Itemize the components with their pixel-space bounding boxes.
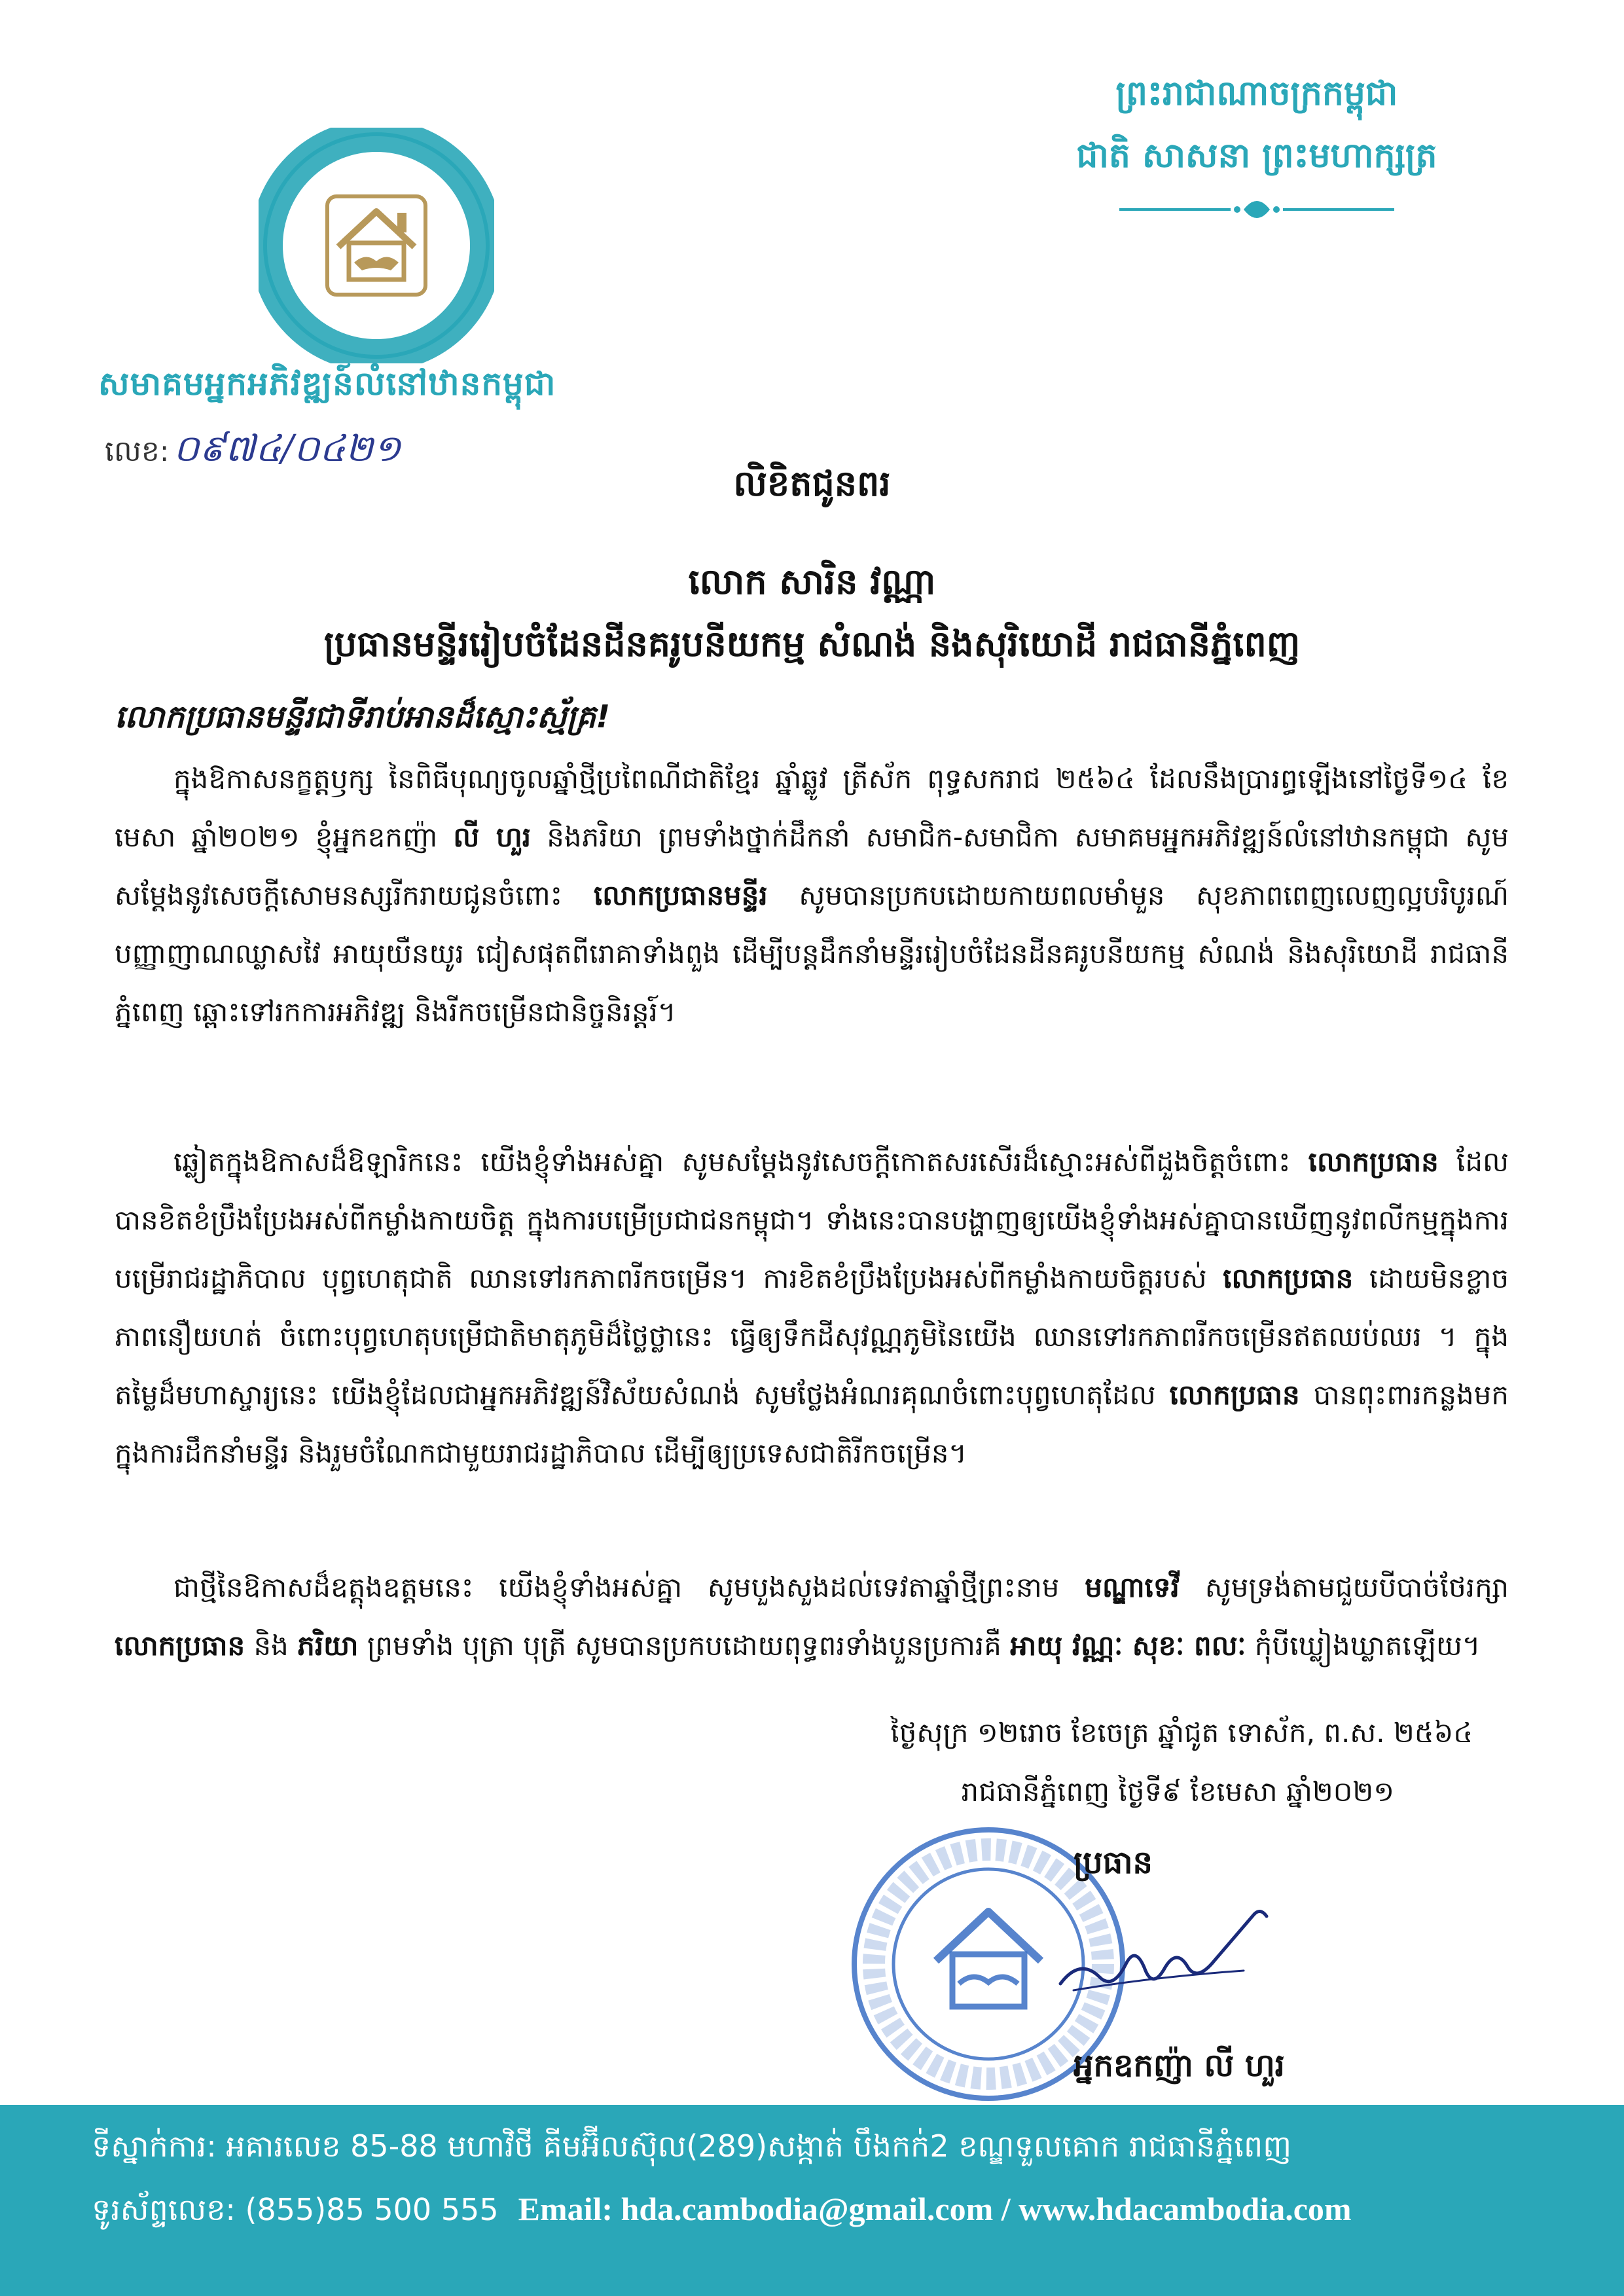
footer-email-website: Email: hda.cambodia@gmail.com / www.hdacambodia.com — [518, 2191, 1352, 2227]
national-motto: ជាតិ សាសនា ព្រះមហាក្សត្រ — [1076, 136, 1437, 175]
signer-name: អ្នកឧកញ៉ា លី ហួរ — [1074, 2047, 1285, 2084]
kingdom-heading: ព្រះរាជាណាចក្រកម្ពុជា — [1115, 74, 1398, 113]
recipient-position: ប្រធានមន្ទីររៀបចំដែនដីនគរូបនីយកម្ម សំណង់ និងសុរិយោដី រាជធានីភ្នំពេញ — [323, 623, 1301, 665]
body-paragraph-3: ជាថ្មីនៃឱកាសដ៏ឧត្តុងឧត្តមនេះ យើងខ្ញុំទាំងអស់គ្នា សូមបួងសួងដល់ទេវតាឆ្នាំថ្មីព្រះនាម មណ្ឌាទេវី សូមទ្រង់តាមជួយបីបាច់ថែរក្សា លោកប្រធាន និង ភរិយា ព្រមទាំង បុត្រា បុត្រី សូមបានប្រកបដោយពុទ្ធពរទាំងបួនប្រការគឺ អាយុ វណ្ណៈ សុខៈ ពលៈ កុំបីឃ្លៀងឃ្លាតឡើយ។ — [115, 1571, 1509, 1662]
association-logo — [259, 128, 494, 363]
stamp-house-icon — [936, 1912, 1041, 2007]
footer-phone: ទូរស័ព្ទលេខ: (855)85 500 555 — [92, 2192, 499, 2227]
signer-title: ប្រធាន — [1074, 1844, 1153, 1881]
lunar-date: ថ្ងៃសុក្រ ១២រោច ខែចេត្រ ឆ្នាំជូត ទោស័ក, ព.ស. ២៥៦៤ — [890, 1717, 1473, 1749]
footer-contact — [92, 2190, 1597, 2235]
footer-address: ទីស្នាក់ការ: អគារលេខ 85-88 មហាវិថី គីមអ៊ីលស៊ុល(289)សង្កាត់ បឹងកក់2 ខណ្ឌទួលគោក រាជធានីភ្នំពេញ — [92, 2128, 1291, 2164]
place-and-date: រាជធានីភ្នំពេញ ថ្ងៃទី៩ ខែមេសា ឆ្នាំ២០២១ — [961, 1776, 1394, 1808]
salutation: លោកប្រធានមន្ទីរជាទីរាប់អានដ៏ស្មោះស្ម័គ្រ! — [115, 699, 611, 735]
reference-value: ០៩៧៤/០៤២១ — [173, 428, 401, 470]
handwritten-signature — [1034, 1892, 1309, 2023]
house-handshake-icon — [327, 196, 425, 295]
body-paragraph-2: ឆ្លៀតក្នុងឱកាសដ៏ឱឡារិកនេះ យើងខ្ញុំទាំងអស់គ្នា សូមសម្ដែងនូវសេចក្ដីកោតសរសើរដ៏ស្មោះអស់ពីដួងចិត្តចំពោះ លោកប្រធាន ដែលបានខិតខំប្រឹងប្រែងអស់ពីកម្លាំងកាយចិត្ត ក្នុងការបម្រើប្រជាជនកម្ពុជា។ ទាំងនេះបានបង្ហាញឲ្យយើងខ្ញុំទាំងអស់គ្នាបានឃើញនូវពលីកម្មក្នុងការបម្រើរាជរដ្ឋាភិបាល បុព្វហេតុជាតិ ឈានទៅរកភាពរីកចម្រើន។ ការខិតខំប្រឹងប្រែងអស់ពីកម្លាំងកាយចិត្តរបស់ លោកប្រធាន ដោយមិនខ្លាចភាពនឿយហត់ ចំពោះបុព្វហេតុបម្រើជាតិមាតុភូមិដ៏ថ្លៃថ្លានេះ ធ្វើឲ្យទឹកដីសុវណ្ណភូមិនៃយើង ឈានទៅរកភាពរីកចម្រើនឥតឈប់ឈរ ។ ក្នុងតម្លៃដ៏មហាស្ចារ្យនេះ យើងខ្ញុំដែលជាអ្នកអភិវឌ្ឍន៍វិស័យសំណង់ សូមថ្លែងអំណរគុណចំពោះបុព្វហេតុដែល លោកប្រធាន បានពុះពារកន្លងមកក្នុងការដឹកនាំមន្ទីរ និងរួមចំណែកជាមួយរាជរដ្ឋាភិបាល ដើម្បីឲ្យប្រទេសជាតិរីកចម្រើន។ — [115, 1146, 1509, 1469]
reference-label: លេខ: — [105, 435, 170, 468]
body-paragraph-1: ក្នុងឱកាសនក្ខត្តឫក្ស នៃពិធីបុណ្យចូលឆ្នាំថ្មីប្រពៃណីជាតិខ្មែរ ឆ្នាំឆ្លូវ ត្រីស័ក ពុទ្ធសករាជ ២៥៦៤ ដែលនឹងប្រារព្ធឡើងនៅថ្ងៃទី១៤ ខែមេសា ឆ្នាំ២០២១ ខ្ញុំអ្នកឧកញ៉ា លី ហួរ និងភរិយា ព្រមទាំងថ្នាក់ដឹកនាំ សមាជិក-សមាជិកា សមាគមអ្នកអភិវឌ្ឍន៍លំនៅឋានកម្ពុជា សូមសម្ដែងនូវសេចក្ដីសោមនស្សរីករាយជូនចំពោះ លោកប្រធានមន្ទីរ សូមបានប្រកបដោយកាយពលមាំមួន សុខភាពពេញលេញល្អបរិបូរណ៍ បញ្ញាញាណឈ្លាសវៃ អាយុយឺនយូរ ជៀសផុតពីរោគាទាំងពួង ដើម្បីបន្តដឹកនាំមន្ទីររៀបចំដែនដីនគរូបនីយកម្ម សំណង់ និងសុរិយោដី រាជធានីភ្នំពេញ ឆ្ពោះទៅរកការអភិវឌ្ឍ និងរីកចម្រើនជានិច្ចនិរន្តរ៍។ — [115, 763, 1509, 1028]
recipient-name: លោក សារិន វណ្ណា — [688, 561, 936, 602]
letter-title: លិខិតជូនពរ — [733, 463, 891, 504]
motto-ornament — [1113, 190, 1401, 229]
organization-name: សមាគមអ្នកអភិវឌ្ឍន៍លំនៅឋានកម្ពុជា — [98, 365, 556, 403]
